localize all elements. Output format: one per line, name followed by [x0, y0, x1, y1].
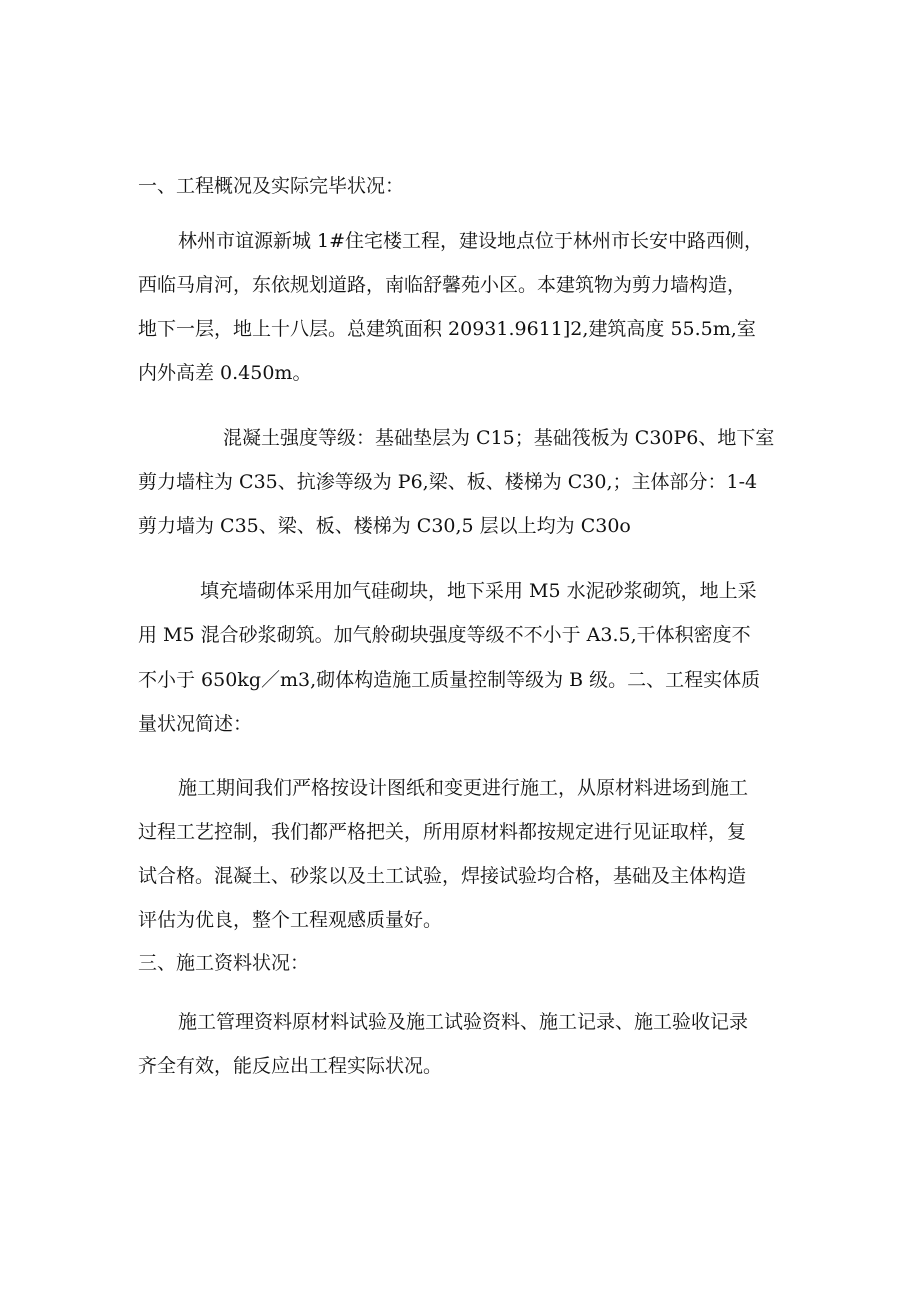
paragraph-line: 量状况简述：	[138, 713, 253, 735]
paragraph-line: 施工管理资料原材料试验及施工试验资料、施工记录、施工验收记录	[178, 1011, 749, 1033]
paragraph-line: 试合格。混凝土、砂浆以及土工试验，焊接试验均合格，基础及主体构造	[138, 865, 747, 887]
paragraph-line: 齐全有效，能反应出工程实际状况。	[138, 1055, 443, 1077]
paragraph-line: 西临马肩河，东依规划道路，南临舒馨苑小区。本建筑物为剪力墙构造，	[138, 274, 747, 296]
paragraph-line: 内外高差 0.450m。	[138, 362, 312, 384]
paragraph-line: 评估为优良，整个工程观感质量好。	[138, 909, 443, 931]
paragraph-line: 填充墙砌体采用加气硅砌块，地下采用 M5 水泥砂浆砌筑，地上采	[200, 580, 757, 602]
section-heading-documents: 三、施工资料状况：	[138, 952, 310, 974]
paragraph-line: 施工期间我们严格按设计图纸和变更进行施工，从原材料进场到施工	[178, 777, 749, 799]
paragraph-line: 剪力墙柱为 C35、抗渗等级为 P6,梁、板、楼梯为 C30,；主体部分：1-4	[138, 471, 758, 493]
paragraph-line: 不小于 650kg／m3,砌体构造施工质量控制等级为 B 级。二、工程实体质	[138, 669, 761, 691]
paragraph-line: 过程工艺控制，我们都严格把关，所用原材料都按规定进行见证取样，复	[138, 821, 747, 843]
paragraph-line: 地下一层，地上十八层。总建筑面积 20931.9611]2,建筑高度 55.5m,室	[138, 318, 756, 340]
paragraph-line: 混凝土强度等级：基础垫层为 C15；基础筏板为 C30P6、地下室	[223, 427, 775, 449]
paragraph-line: 林州市谊源新城 1#住宅楼工程，建设地点位于林州市长安中路西侧，	[178, 230, 764, 252]
paragraph-line: 用 M5 混合砂浆砌筑。加气舲砌块强度等级不不小于 A3.5,干体积密度不	[138, 624, 751, 646]
section-heading-overview: 一、工程概况及实际完毕状况：	[138, 175, 405, 197]
paragraph-line: 剪力墙为 C35、梁、板、楼梯为 C30,5 层以上均为 C30o	[138, 515, 631, 537]
